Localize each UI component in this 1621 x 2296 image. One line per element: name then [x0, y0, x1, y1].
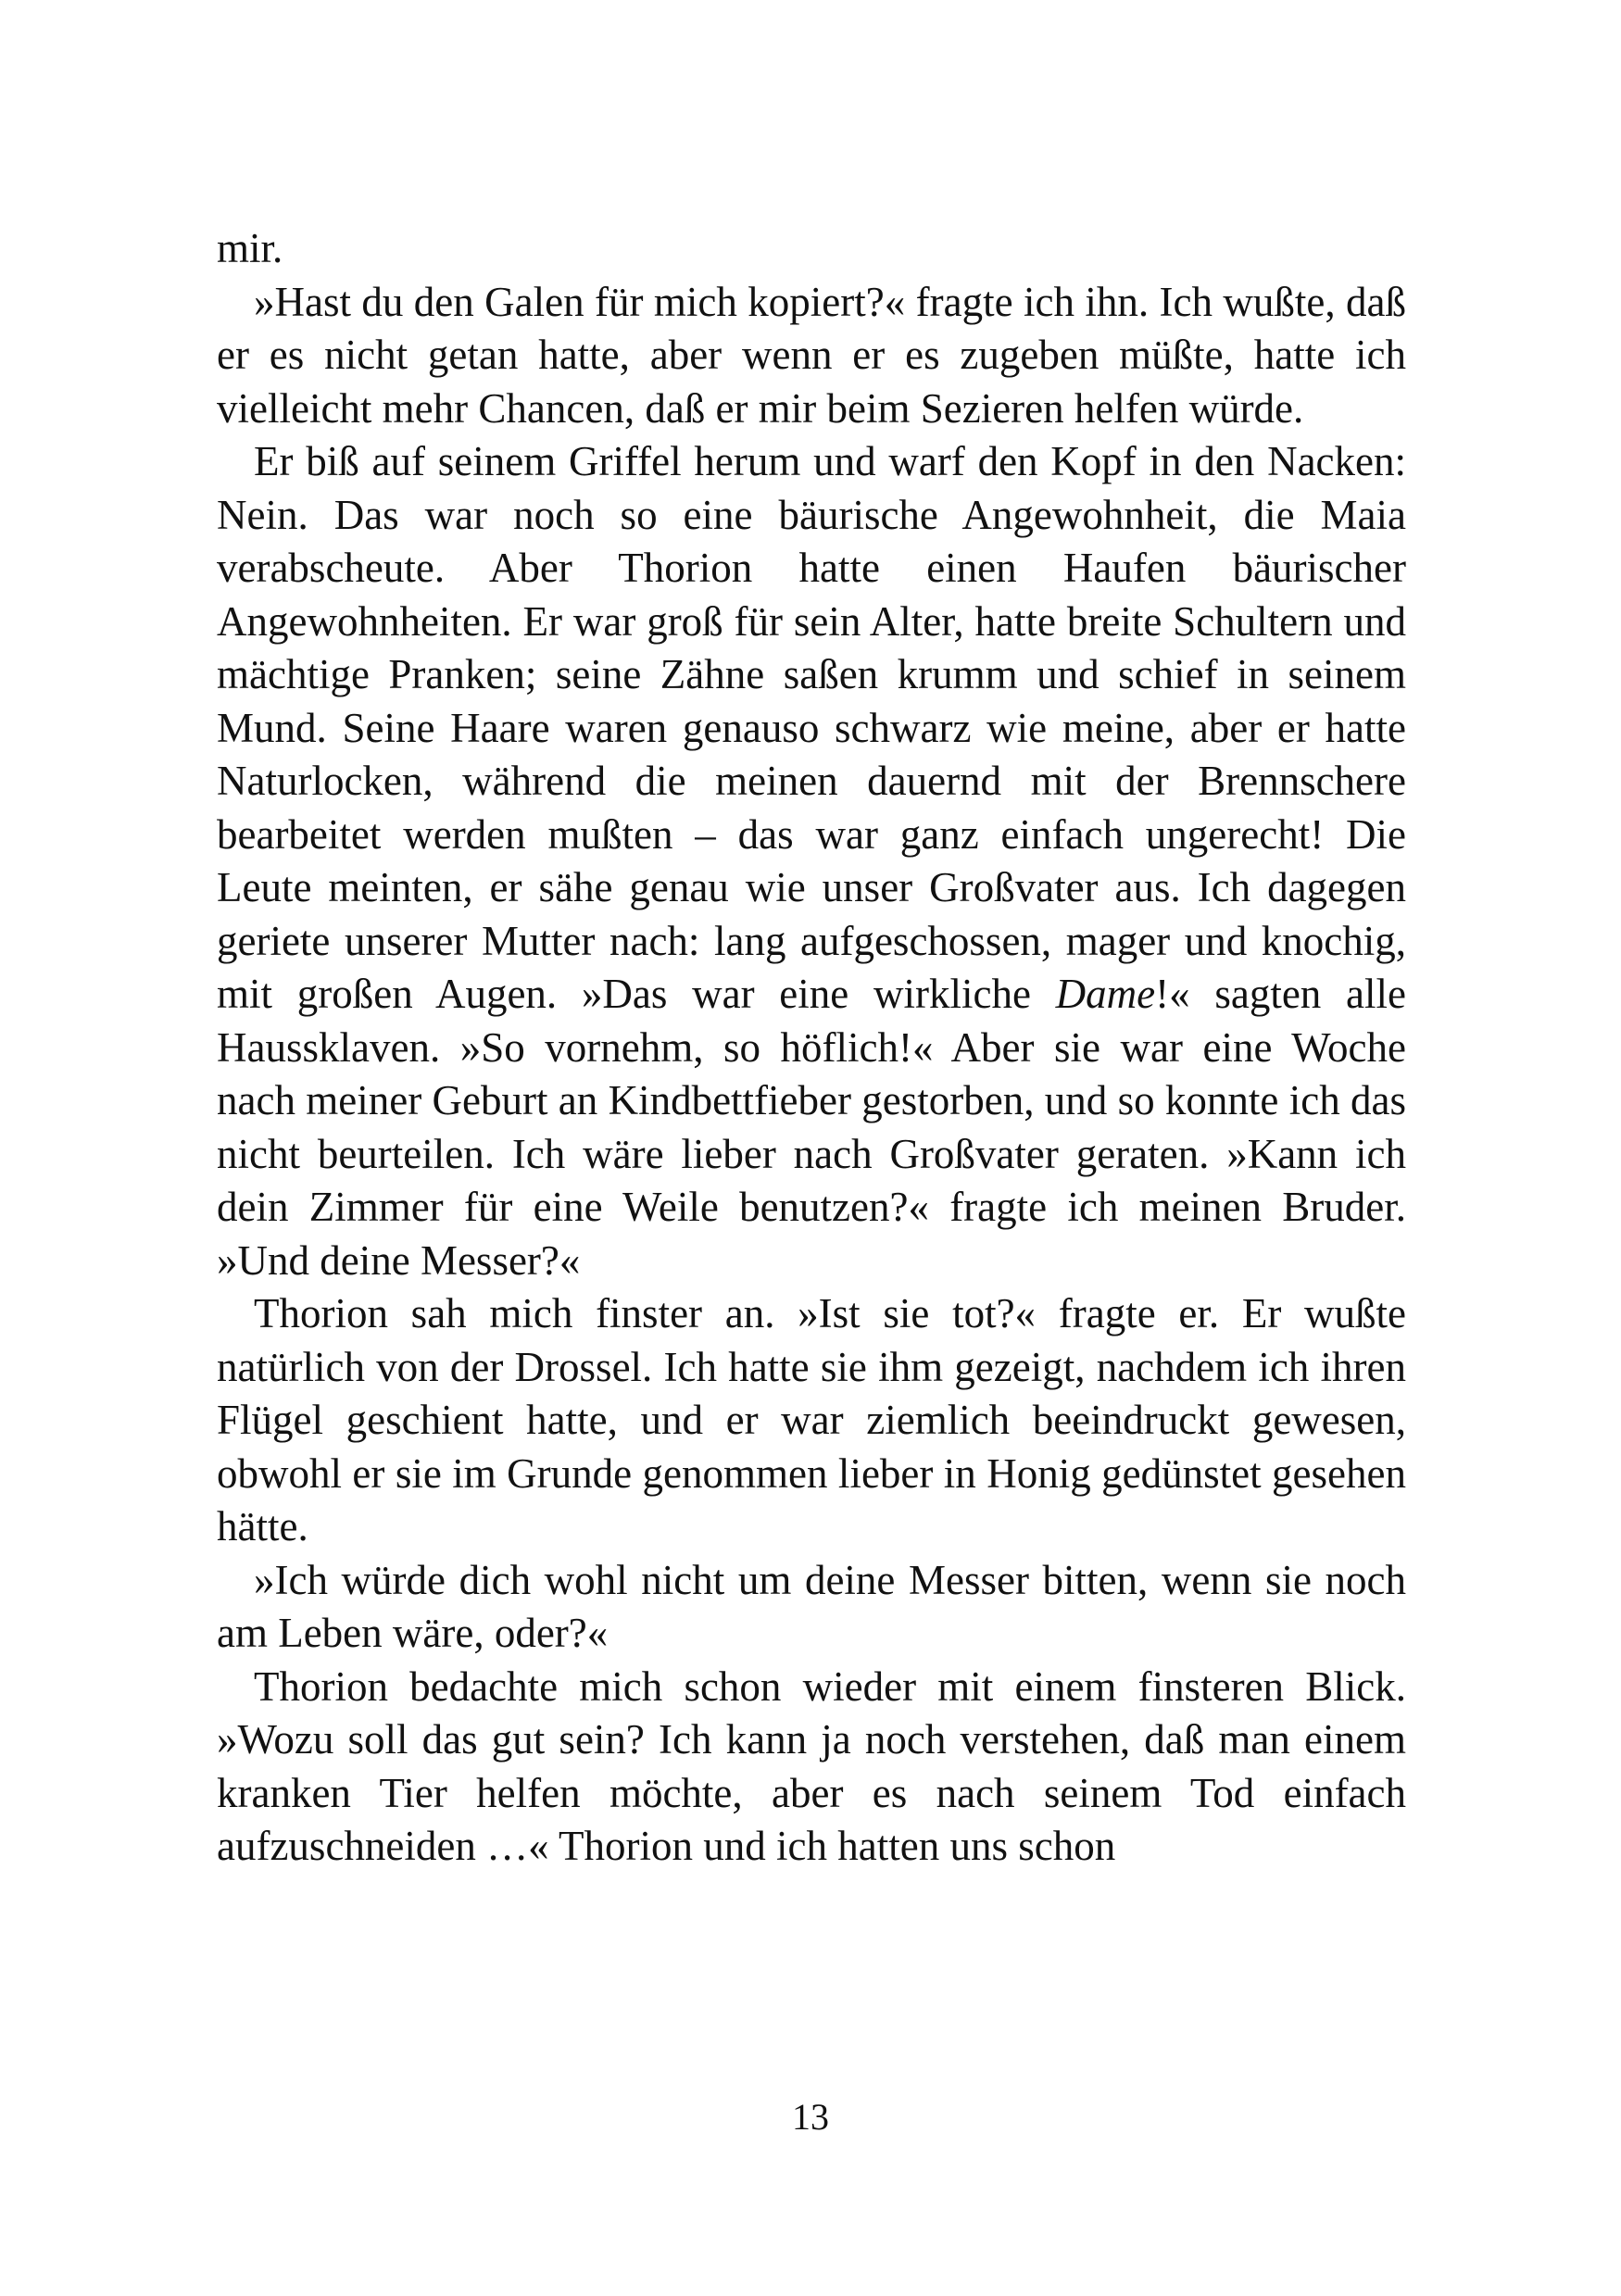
paragraph [217, 435, 1406, 1287]
paragraph: mir. [217, 225, 283, 271]
paragraph-text: Er biß auf seinem Griffel herum und warf den Kopf in den Nacken: Nein. Das war noch so eine bäurische Angewohnheit, die Maia verabscheute. Aber Thorion hatte einen Haufen bäurischer Angewohnheiten. Er war groß für sein Alter, hatte breite Schultern und mächtige Pranken; seine Zähne saßen krumm und schief in seinem Mund. Seine Haare waren genauso schwarz wie meine, aber er hatte Naturlocken, während die meinen dauernd mit der Brennschere bearbeitet werden mußten – das war ganz einfach ungerecht! Die Leute meinten, er sähe genau wie unser Großvater aus. Ich dagegen geriete unserer Mutter nach: lang aufgeschossen, mager und knochig, mit großen Augen. »Das war eine wirkliche [217, 438, 1406, 1017]
paragraph: »Ich würde dich wohl nicht um deine Messer bitten, wenn sie noch am Leben wäre, oder?« [217, 1556, 1406, 1656]
page-number: 13 [792, 2096, 829, 2138]
paragraph: Thorion sah mich finster an. »Ist sie tot?« fragte er. Er wußte natürlich von der Drossel. Ich hatte sie ihm gezeigt, nachdem ich ihren Flügel geschient hatte, und er war ziemlich beeindruckt gewesen, obwohl er sie im Grunde genommen lieber in Honig gedünstet gesehen hätte. [217, 1290, 1406, 1549]
paragraph: Thorion bedachte mich schon wieder mit einem finsteren Blick. »Wozu soll das gut sein? Ich kann ja noch verstehen, daß man einem kranken Tier helfen möchte, aber es nach seinem Tod einfach aufzuschneiden …« Thorion und ich hatten uns schon [217, 1662, 1406, 1869]
paragraph: »Hast du den Galen für mich kopiert?« fragte ich ihn. Ich wußte, daß er es nicht getan hatte, aber wenn er es zugeben müßte, hatte ich vielleicht mehr Chancen, daß er mir beim Sezieren helfen würde. [217, 278, 1406, 432]
emphasized-word: Dame [1055, 971, 1156, 1017]
body-text [217, 222, 1406, 1874]
paragraph-text: !« sagten alle Haussklaven. »So vornehm, so höflich!« Aber sie war eine Woche nach meiner Geburt an Kindbettfieber gestorben, und so konnte ich das nicht beurteilen. Ich wäre lieber nach Großvater geraten. »Kann ich dein Zimmer für eine Weile benutzen?« fragte ich meinen Bruder. »Und deine Messer?« [217, 971, 1406, 1284]
